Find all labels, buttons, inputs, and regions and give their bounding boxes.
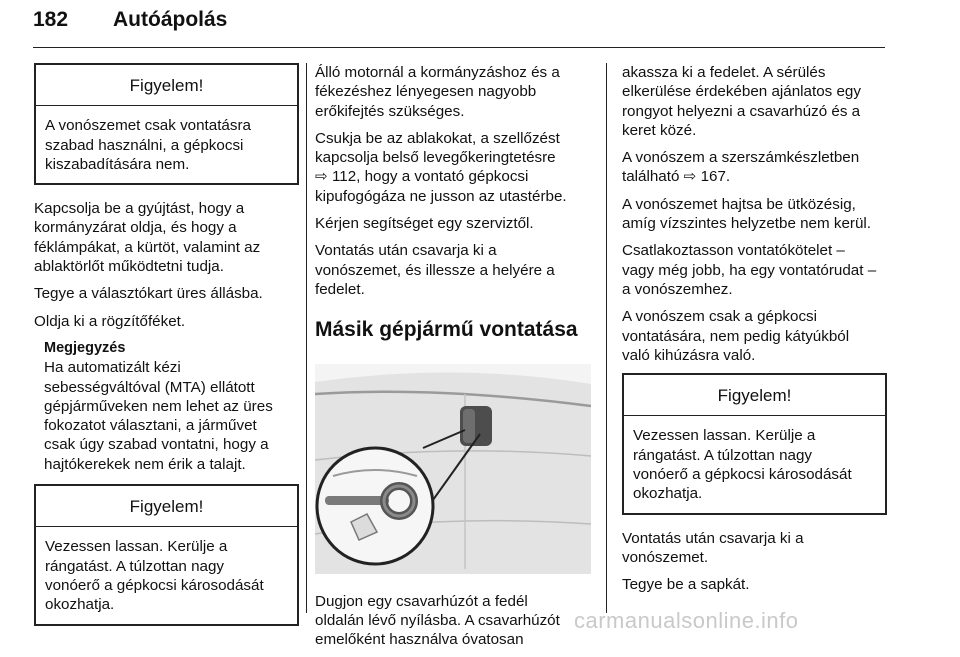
note-block [44, 339, 299, 474]
warning-body: Vezessen lassan. Kerülje a rángatást. A túlzottan nagy vonóerő a gépkocsi károsodását okozhatja. [633, 427, 852, 503]
paragraph: Dugjon egy csavarhúzót a fedél oldalán lévő nyílásba. A csavarhúzót emelőként használva óvatosan [315, 592, 560, 649]
page-number: 182 [33, 8, 69, 31]
paragraph: Kérjen segítséget egy szerviztől. [315, 215, 534, 233]
note-body: Ha automatizált kézi sebességváltóval (MTA) ellátott gépjárműveken nem lehet az üres fokozatot választani, a járművet csak úgy szabad vontatni, hogy a hajtókerekek nem érik a talajt. [44, 359, 273, 473]
warning-box [34, 63, 299, 185]
towing-eye-illustration [315, 364, 591, 574]
paragraph: Csatlakoztasson vontatókötelet – vagy még jobb, ha egy vontatórudat – a vonószemhez. [622, 242, 877, 298]
warning-title: Figyelem! [624, 375, 885, 416]
header-divider [33, 47, 885, 48]
paragraph: akassza ki a fedelet. A sérülés elkerülése érdekében ajánlatos egy rongyot helyezni a csavarhúzó és a keret közé. [622, 64, 861, 139]
warning-box [34, 484, 299, 625]
note-title: Megjegyzés [44, 339, 126, 356]
paragraph: Tegye be a sapkát. [622, 576, 750, 594]
column-divider-2 [606, 63, 607, 613]
paragraph: A vonószem a szerszámkészletben található ⇨ 167. [622, 149, 860, 186]
warning-body: Vezessen lassan. Kerülje a rángatást. A túlzottan nagy vonóerő a gépkocsi károsodását okozhatja. [45, 538, 264, 614]
paragraph: Csukja be az ablakokat, a szellőzést kapcsolja belső levegőkeringtetésre ⇨ 112, hogy a vontató gépkocsi kipufogógáza ne jusson az utastérbe. [315, 129, 567, 205]
paragraph: Vontatás után csavarja ki a vonószemet, és illessze a helyére a fedelet. [315, 242, 555, 298]
paragraph: Kapcsolja be a gyújtást, hogy a kormányzárat oldja, és hogy a féklámpákat, a kürtöt, valamint az ablaktörlőt működtetni tudja. [34, 200, 261, 276]
column-divider-1 [306, 63, 307, 613]
warning-title: Figyelem! [36, 65, 297, 106]
section-heading: Másik gépjármű vontatása [315, 318, 578, 342]
paragraph: Álló motornál a kormányzáshoz és a fékezéshez lényegesen nagyobb erőkifejtés szükséges. [315, 64, 560, 120]
column-2 [315, 63, 590, 657]
paragraph: A vonószemet hajtsa be ütközésig, amíg vízszintes helyzetbe nem kerül. [622, 195, 872, 233]
warning-title: Figyelem! [36, 486, 297, 527]
towing-eye-shaft-icon [325, 496, 389, 505]
page-header [33, 8, 885, 48]
paragraph: Oldja ki a rögzítőféket. [34, 312, 186, 330]
warning-body: A vonószemet csak vontatásra szabad használni, a gépkocsi kiszabadítására nem. [45, 117, 251, 173]
paragraph: Tegye a választókart üres állásba. [34, 285, 263, 303]
column-1 [34, 63, 299, 640]
paragraph: A vonószem csak a gépkocsi vontatására, nem pedig kátyúkból való kihúzásra való. [622, 308, 850, 364]
watermark: carmanualsonline.info [574, 608, 799, 633]
paragraph: Vontatás után csavarja ki a vonószemet. [622, 529, 804, 566]
warning-box [622, 373, 887, 514]
column-3 [622, 63, 887, 603]
page-title: Autóápolás [113, 8, 228, 31]
